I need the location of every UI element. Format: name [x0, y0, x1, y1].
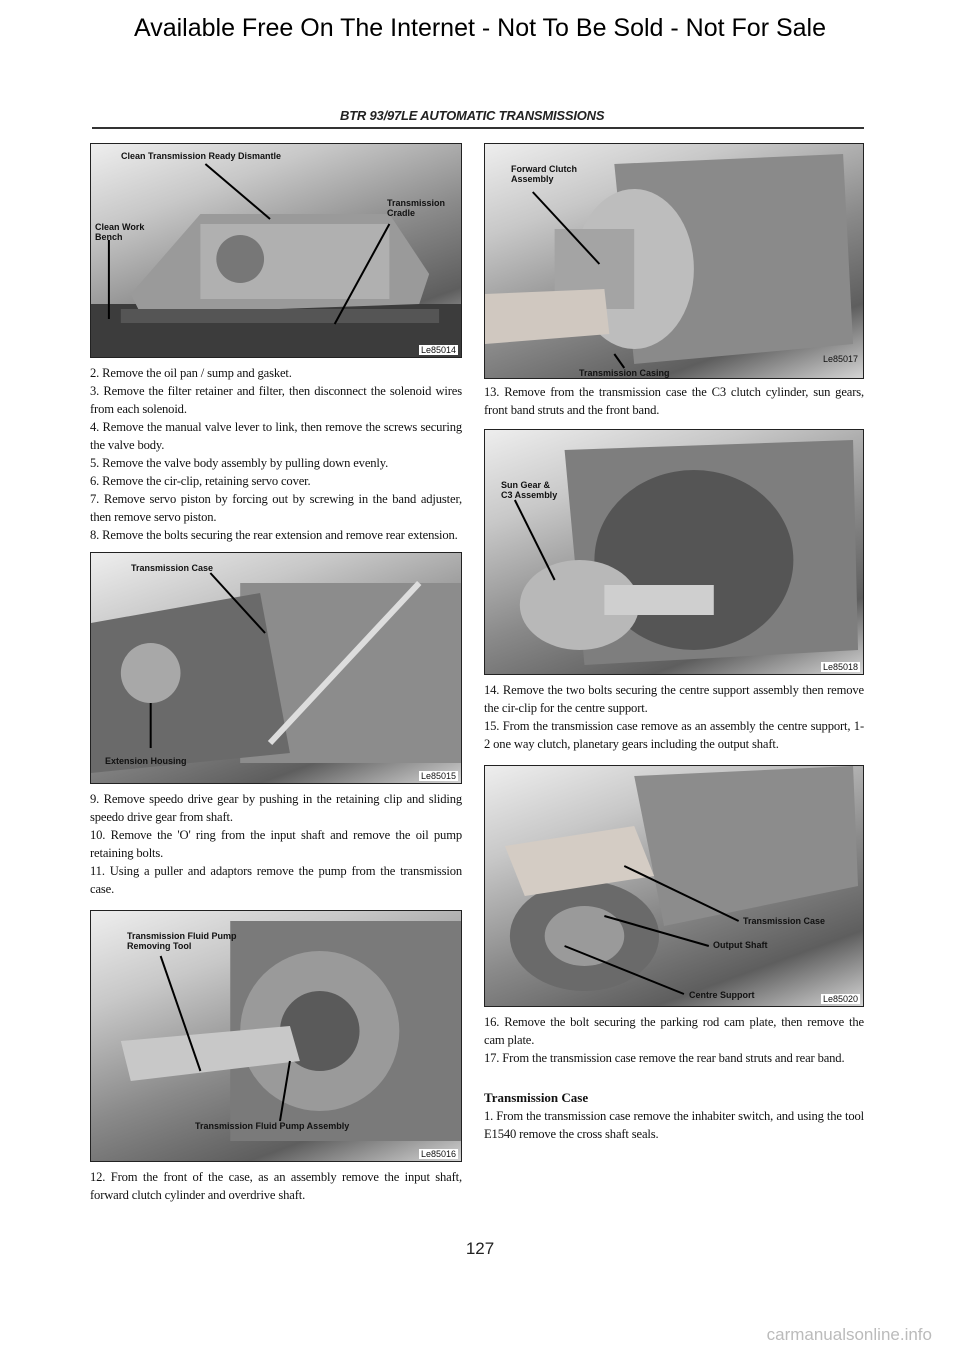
photo-transmission-on-cradle: [91, 144, 461, 357]
label-transmission-cradle: Transmission Cradle: [387, 198, 446, 218]
step-6: 6. Remove the cir-clip, retaining servo cover.: [90, 474, 311, 488]
watermark-banner: Available Free On The Internet - Not To Be Sold - Not For Sale: [133, 14, 827, 42]
footer-site: carmanualsonline.info: [766, 1325, 932, 1344]
running-head: BTR 93/97LE AUTOMATIC TRANSMISSIONS: [340, 108, 605, 123]
steps-block-5: [484, 681, 864, 753]
step-5: 5. Remove the valve body assembly by pulling down evenly.: [90, 456, 389, 470]
photo-centre-support-removal: [485, 766, 863, 1006]
steps-block-2: [90, 790, 462, 898]
header-rule: [92, 127, 864, 129]
step-4: 4. Remove the manual valve lever to link, then remove the screws securing the valve body.: [90, 420, 462, 452]
photo-forward-clutch: [484, 143, 864, 379]
photo-clean-transmission: [90, 143, 462, 358]
step-17: 17. From the transmission case remove the rear band struts and rear band.: [484, 1051, 845, 1065]
photo-output-shaft: [484, 765, 864, 1007]
figure-code: Le85020: [822, 994, 858, 1004]
section-heading-transmission-case: Transmission Case: [484, 1090, 589, 1105]
figure-code: Le85016: [420, 1149, 456, 1159]
step-7: 7. Remove servo piston by forcing out by screwing in the band adjuster, then remove servo piston.: [90, 492, 462, 524]
photo-sun-gear-c3-removal: [485, 430, 863, 674]
step-11: 11. Using a puller and adaptors remove the pump from the transmission case.: [90, 864, 462, 896]
label-fluid-pump-removing-tool: Transmission Fluid Pump Removing Tool: [127, 931, 237, 951]
steps-block-4: [484, 383, 864, 419]
steps-block-3: [90, 1168, 462, 1204]
label-clean-work-bench: Clean Work Bench: [95, 222, 145, 242]
step-15: 15. From the transmission case remove as an assembly the centre support, 1-2 one way clutch, planetary gears including the output shaft.: [484, 719, 864, 751]
figure-code: Le85018: [822, 662, 858, 672]
label-extension-housing: Extension Housing: [105, 756, 187, 766]
label-transmission-case-2: Transmission Case: [743, 916, 826, 926]
label-sun-gear-c3: Sun Gear & C3 Assembly: [501, 480, 558, 500]
figure-code: Le85014: [420, 345, 456, 355]
label-forward-clutch-assembly: Forward Clutch Assembly: [511, 164, 578, 184]
step-13: 13. Remove from the transmission case the C3 clutch cylinder, sun gears, front band struts and the front band.: [484, 385, 864, 417]
page-number: 127: [465, 1239, 495, 1258]
label-transmission-case: Transmission Case: [131, 563, 214, 573]
photo-pump-removal: [90, 910, 462, 1162]
step-8: 8. Remove the bolts securing the rear extension and remove rear extension.: [90, 528, 458, 542]
label-clean-transmission: Clean Transmission Ready Dismantle: [121, 151, 282, 161]
step-9: 9. Remove speedo drive gear by pushing in the retaining clip and sliding speedo drive gear from shaft.: [90, 792, 462, 824]
label-centre-support: Centre Support: [689, 990, 755, 1000]
label-fluid-pump-assembly: Transmission Fluid Pump Assembly: [195, 1121, 350, 1131]
step-3: 3. Remove the filter retainer and filter, then disconnect the solenoid wires from each solenoid.: [90, 384, 462, 416]
steps-block-6: [484, 1013, 864, 1143]
photo-sun-gear: [484, 429, 864, 675]
case-step-1: 1. From the transmission case remove the inhabiter switch, and using the tool E1540 remove the cross shaft seals.: [484, 1109, 864, 1141]
step-14: 14. Remove the two bolts securing the centre support assembly then remove the cir-clip for the centre support.: [484, 683, 864, 715]
steps-block-1: [90, 364, 462, 544]
figure-code: Le85017: [822, 354, 858, 364]
left-column: [90, 143, 462, 1204]
photo-extension-removal: [91, 553, 461, 783]
label-transmission-casing: Transmission Casing: [579, 368, 670, 378]
photo-extension-housing: [90, 552, 462, 784]
step-10: 10. Remove the 'O' ring from the input shaft and remove the oil pump retaining bolts.: [90, 828, 462, 860]
step-2: 2. Remove the oil pan / sump and gasket.: [90, 366, 292, 380]
step-12: 12. From the front of the case, as an assembly remove the input shaft, forward clutch cylinder and overdrive shaft.: [90, 1170, 462, 1202]
figure-code: Le85015: [420, 771, 456, 781]
label-output-shaft: Output Shaft: [713, 940, 768, 950]
step-16: 16. Remove the bolt securing the parking rod cam plate, then remove the cam plate.: [484, 1015, 864, 1047]
right-column: [484, 143, 864, 1143]
